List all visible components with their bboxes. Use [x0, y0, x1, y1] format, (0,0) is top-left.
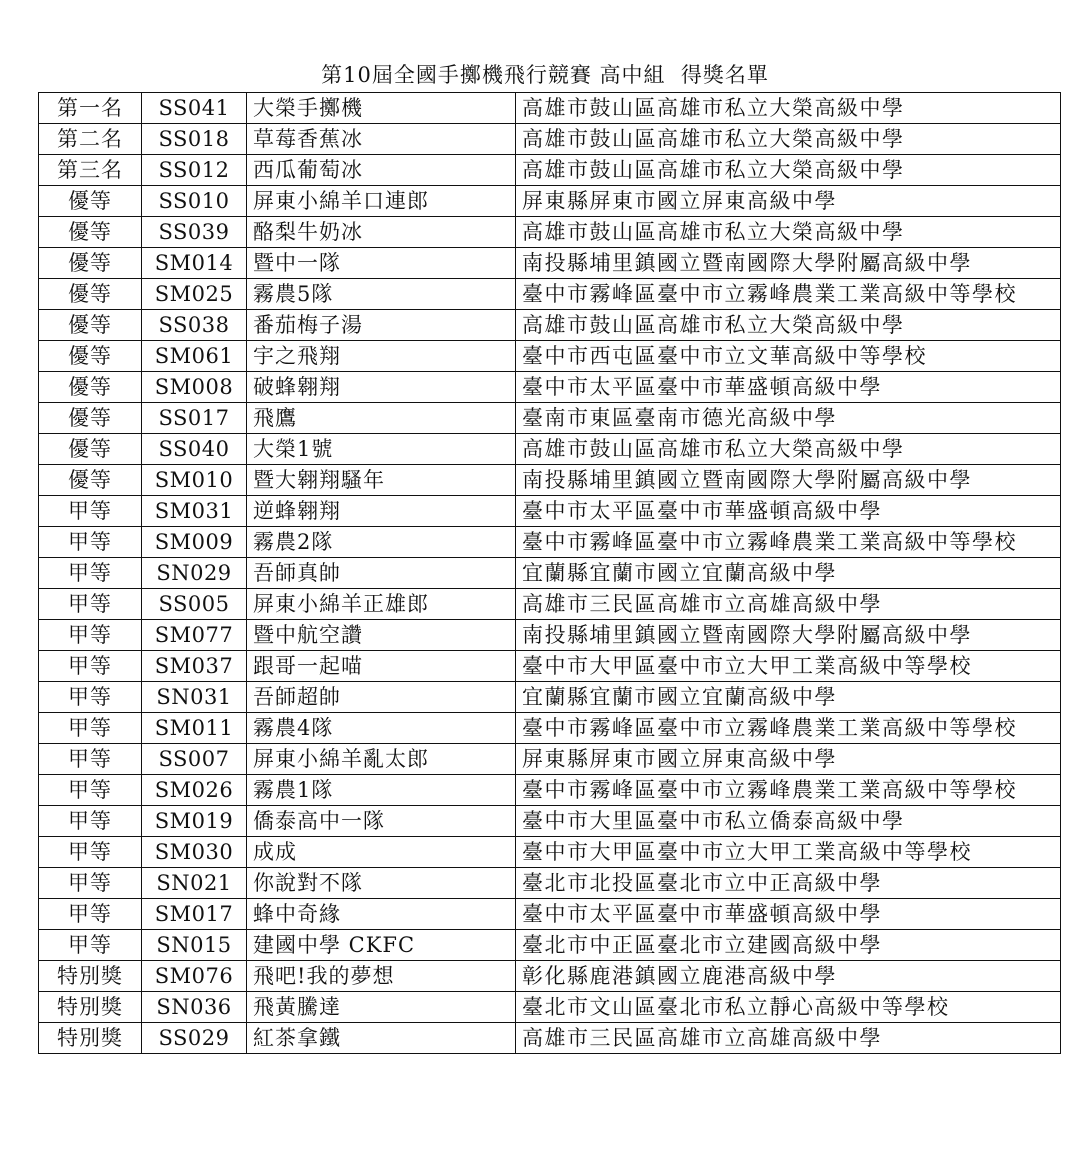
team-name-cell: 飛鷹 [247, 403, 516, 434]
rank-cell: 優等 [39, 341, 142, 372]
team-code-cell: SN029 [142, 558, 247, 589]
rank-cell: 甲等 [39, 589, 142, 620]
rank-cell: 特別獎 [39, 1023, 142, 1054]
rank-cell: 第二名 [39, 124, 142, 155]
team-code-cell: SS017 [142, 403, 247, 434]
table-row [39, 403, 1061, 434]
rank-cell: 甲等 [39, 651, 142, 682]
table-row [39, 837, 1061, 868]
team-name-cell: 霧農1隊 [247, 775, 516, 806]
school-cell: 高雄市三民區高雄市立高雄高級中學 [516, 589, 1061, 620]
table-row [39, 186, 1061, 217]
team-code-cell: SN036 [142, 992, 247, 1023]
team-name-cell: 酪梨牛奶冰 [247, 217, 516, 248]
team-name-cell: 暨中航空讚 [247, 620, 516, 651]
school-cell: 宜蘭縣宜蘭市國立宜蘭高級中學 [516, 682, 1061, 713]
team-code-cell: SM009 [142, 527, 247, 558]
rank-cell: 甲等 [39, 806, 142, 837]
rank-cell: 優等 [39, 310, 142, 341]
team-code-cell: SM008 [142, 372, 247, 403]
table-row [39, 217, 1061, 248]
team-code-cell: SM076 [142, 961, 247, 992]
table-row [39, 465, 1061, 496]
team-name-cell: 飛黃騰達 [247, 992, 516, 1023]
table-row [39, 930, 1061, 961]
team-name-cell: 大榮1號 [247, 434, 516, 465]
team-code-cell: SS041 [142, 93, 247, 124]
table-row [39, 1023, 1061, 1054]
school-cell: 臺中市太平區臺中市華盛頓高級中學 [516, 899, 1061, 930]
team-code-cell: SS029 [142, 1023, 247, 1054]
team-code-cell: SM017 [142, 899, 247, 930]
table-row [39, 744, 1061, 775]
team-code-cell: SM030 [142, 837, 247, 868]
table-row [39, 155, 1061, 186]
rank-cell: 甲等 [39, 496, 142, 527]
school-cell: 南投縣埔里鎮國立暨南國際大學附屬高級中學 [516, 465, 1061, 496]
rank-cell: 優等 [39, 217, 142, 248]
school-cell: 臺中市霧峰區臺中市立霧峰農業工業高級中等學校 [516, 713, 1061, 744]
team-name-cell: 僑泰高中一隊 [247, 806, 516, 837]
team-name-cell: 大榮手擲機 [247, 93, 516, 124]
team-name-cell: 破蜂翱翔 [247, 372, 516, 403]
rank-cell: 特別獎 [39, 992, 142, 1023]
school-cell: 臺中市太平區臺中市華盛頓高級中學 [516, 496, 1061, 527]
table-row [39, 899, 1061, 930]
team-code-cell: SM025 [142, 279, 247, 310]
team-name-cell: 你說對不隊 [247, 868, 516, 899]
school-cell: 高雄市鼓山區高雄市私立大榮高級中學 [516, 93, 1061, 124]
table-row [39, 279, 1061, 310]
rank-cell: 第三名 [39, 155, 142, 186]
school-cell: 屏東縣屏東市國立屏東高級中學 [516, 186, 1061, 217]
table-row [39, 775, 1061, 806]
team-code-cell: SM014 [142, 248, 247, 279]
team-code-cell: SM037 [142, 651, 247, 682]
school-cell: 彰化縣鹿港鎮國立鹿港高級中學 [516, 961, 1061, 992]
table-row [39, 434, 1061, 465]
table-row [39, 651, 1061, 682]
school-cell: 臺中市霧峰區臺中市立霧峰農業工業高級中等學校 [516, 775, 1061, 806]
team-code-cell: SN021 [142, 868, 247, 899]
award-rows [39, 93, 1061, 1054]
rank-cell: 甲等 [39, 620, 142, 651]
team-code-cell: SM011 [142, 713, 247, 744]
document-title: 第10屆全國手擲機飛行競賽 高中組 得獎名單 [321, 63, 769, 87]
team-code-cell: SM061 [142, 341, 247, 372]
team-name-cell: 暨中一隊 [247, 248, 516, 279]
school-cell: 臺中市大甲區臺中市立大甲工業高級中等學校 [516, 837, 1061, 868]
team-name-cell: 霧農4隊 [247, 713, 516, 744]
table-row [39, 589, 1061, 620]
table-row [39, 868, 1061, 899]
team-name-cell: 霧農2隊 [247, 527, 516, 558]
table-row [39, 341, 1061, 372]
rank-cell: 優等 [39, 434, 142, 465]
table-row [39, 124, 1061, 155]
table-row [39, 682, 1061, 713]
team-code-cell: SM026 [142, 775, 247, 806]
rank-cell: 優等 [39, 279, 142, 310]
team-name-cell: 蜂中奇緣 [247, 899, 516, 930]
award-list-table [38, 92, 1061, 1054]
team-code-cell: SS018 [142, 124, 247, 155]
team-code-cell: SS005 [142, 589, 247, 620]
table-row [39, 806, 1061, 837]
school-cell: 臺中市霧峰區臺中市立霧峰農業工業高級中等學校 [516, 527, 1061, 558]
school-cell: 臺北市中正區臺北市立建國高級中學 [516, 930, 1061, 961]
team-code-cell: SS039 [142, 217, 247, 248]
rank-cell: 甲等 [39, 744, 142, 775]
team-name-cell: 暨大翱翔騷年 [247, 465, 516, 496]
school-cell: 臺中市霧峰區臺中市立霧峰農業工業高級中等學校 [516, 279, 1061, 310]
school-cell: 南投縣埔里鎮國立暨南國際大學附屬高級中學 [516, 248, 1061, 279]
team-code-cell: SS038 [142, 310, 247, 341]
team-name-cell: 霧農5隊 [247, 279, 516, 310]
rank-cell: 優等 [39, 372, 142, 403]
school-cell: 高雄市鼓山區高雄市私立大榮高級中學 [516, 217, 1061, 248]
school-cell: 高雄市鼓山區高雄市私立大榮高級中學 [516, 155, 1061, 186]
school-cell: 臺中市大里區臺中市私立僑泰高級中學 [516, 806, 1061, 837]
rank-cell: 甲等 [39, 868, 142, 899]
team-name-cell: 吾師超帥 [247, 682, 516, 713]
school-cell: 高雄市三民區高雄市立高雄高級中學 [516, 1023, 1061, 1054]
team-name-cell: 成成 [247, 837, 516, 868]
team-code-cell: SM019 [142, 806, 247, 837]
team-code-cell: SN015 [142, 930, 247, 961]
school-cell: 臺北市文山區臺北市私立靜心高級中等學校 [516, 992, 1061, 1023]
rank-cell: 甲等 [39, 682, 142, 713]
team-code-cell: SS010 [142, 186, 247, 217]
team-name-cell: 吾師真帥 [247, 558, 516, 589]
rank-cell: 優等 [39, 248, 142, 279]
rank-cell: 第一名 [39, 93, 142, 124]
team-code-cell: SS012 [142, 155, 247, 186]
school-cell: 南投縣埔里鎮國立暨南國際大學附屬高級中學 [516, 620, 1061, 651]
school-cell: 宜蘭縣宜蘭市國立宜蘭高級中學 [516, 558, 1061, 589]
school-cell: 高雄市鼓山區高雄市私立大榮高級中學 [516, 434, 1061, 465]
rank-cell: 甲等 [39, 930, 142, 961]
team-name-cell: 屏東小綿羊口連郎 [247, 186, 516, 217]
rank-cell: 甲等 [39, 899, 142, 930]
team-code-cell: SM031 [142, 496, 247, 527]
rank-cell: 特別獎 [39, 961, 142, 992]
team-name-cell: 建國中學 CKFC [247, 930, 516, 961]
team-name-cell: 屏東小綿羊正雄郎 [247, 589, 516, 620]
rank-cell: 甲等 [39, 837, 142, 868]
team-name-cell: 番茄梅子湯 [247, 310, 516, 341]
school-cell: 屏東縣屏東市國立屏東高級中學 [516, 744, 1061, 775]
rank-cell: 甲等 [39, 713, 142, 744]
team-code-cell: SN031 [142, 682, 247, 713]
team-name-cell: 飛吧!我的夢想 [247, 961, 516, 992]
school-cell: 臺中市大甲區臺中市立大甲工業高級中等學校 [516, 651, 1061, 682]
school-cell: 臺北市北投區臺北市立中正高級中學 [516, 868, 1061, 899]
table-row [39, 620, 1061, 651]
table-row [39, 310, 1061, 341]
school-cell: 臺中市西屯區臺中市立文華高級中等學校 [516, 341, 1061, 372]
rank-cell: 優等 [39, 403, 142, 434]
team-name-cell: 屏東小綿羊亂太郎 [247, 744, 516, 775]
table-row [39, 713, 1061, 744]
table-row [39, 558, 1061, 589]
table-row [39, 248, 1061, 279]
rank-cell: 甲等 [39, 527, 142, 558]
team-name-cell: 西瓜葡萄冰 [247, 155, 516, 186]
team-code-cell: SS040 [142, 434, 247, 465]
school-cell: 臺南市東區臺南市德光高級中學 [516, 403, 1061, 434]
team-name-cell: 紅茶拿鐵 [247, 1023, 516, 1054]
team-code-cell: SS007 [142, 744, 247, 775]
team-name-cell: 逆蜂翱翔 [247, 496, 516, 527]
school-cell: 臺中市太平區臺中市華盛頓高級中學 [516, 372, 1061, 403]
table-row [39, 527, 1061, 558]
team-name-cell: 宇之飛翔 [247, 341, 516, 372]
table-row [39, 93, 1061, 124]
school-cell: 高雄市鼓山區高雄市私立大榮高級中學 [516, 124, 1061, 155]
team-code-cell: SM077 [142, 620, 247, 651]
rank-cell: 優等 [39, 186, 142, 217]
team-code-cell: SM010 [142, 465, 247, 496]
table-row [39, 372, 1061, 403]
team-name-cell: 跟哥一起喵 [247, 651, 516, 682]
table-row [39, 992, 1061, 1023]
table-row [39, 961, 1061, 992]
rank-cell: 優等 [39, 465, 142, 496]
table-row [39, 496, 1061, 527]
rank-cell: 甲等 [39, 558, 142, 589]
team-name-cell: 草莓香蕉冰 [247, 124, 516, 155]
rank-cell: 甲等 [39, 775, 142, 806]
school-cell: 高雄市鼓山區高雄市私立大榮高級中學 [516, 310, 1061, 341]
